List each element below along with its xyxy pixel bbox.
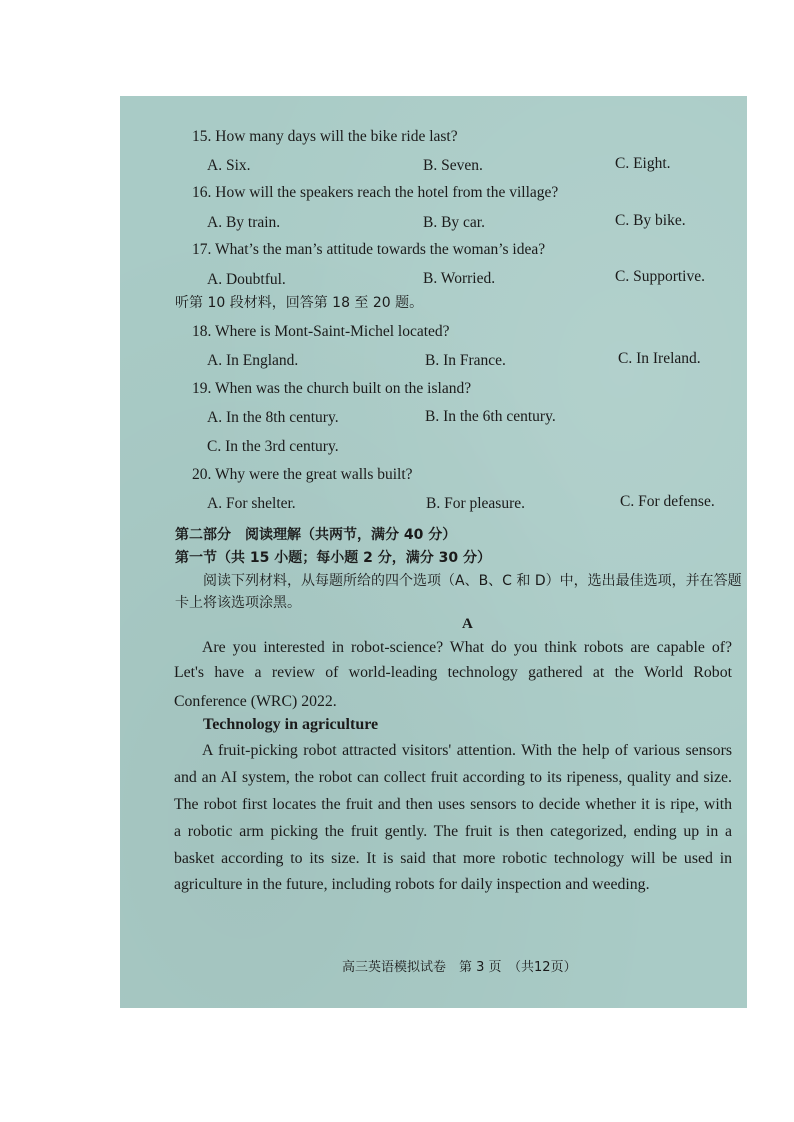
passage-intro-line: Are you interested in robot-science? What do you think robots are capable of? (202, 639, 732, 656)
option-b: B. Seven. (423, 157, 483, 174)
option-b: B. Worried. (423, 270, 496, 287)
option-b: B. For pleasure. (426, 495, 526, 512)
option-a: A. In England. (207, 352, 299, 369)
exam-page (120, 96, 747, 1008)
option-c: C. By bike. (615, 212, 686, 229)
section-heading: 第一节（共 15 小题；每小题 2 分，满分 30 分） (175, 550, 491, 566)
passage-letter: A (462, 616, 473, 632)
question-stem: 15. How many days will the bike ride last? (192, 128, 458, 145)
page-footer: 高三英语模拟试卷 第 3 页 （共12页） (342, 960, 577, 975)
passage-body-line: agriculture in the future, including robots for daily inspection and weeding. (174, 876, 650, 893)
option-c: C. In Ireland. (618, 350, 701, 367)
option-c: C. Supportive. (615, 268, 705, 285)
option-b: B. By car. (423, 214, 485, 231)
passage-body-line: a robotic arm picking the fruit gently. The fruit is then categorized, ending up in a (174, 823, 732, 840)
directions-line: 阅读下列材料，从每题所给的四个选项（A、B、C 和 D）中，选出最佳选项，并在答题 (203, 573, 742, 589)
passage-intro-line: Conference (WRC) 2022. (174, 693, 337, 710)
option-b: B. In the 6th century. (425, 408, 556, 425)
passage-section-title: Technology in agriculture (203, 716, 379, 733)
passage-intro-line: Let's have a review of world-leading technology gathered at the World Robot (174, 664, 732, 681)
option-c: C. Eight. (615, 155, 671, 172)
passage-body-line: basket according to its size. It is said that more robotic technology will be used in (174, 850, 732, 867)
option-a: A. By train. (207, 214, 281, 231)
question-stem: 18. Where is Mont-Saint-Michel located? (192, 323, 450, 340)
passage-body-line: and an AI system, the robot can collect fruit according to its ripeness, quality and size. (174, 769, 732, 786)
option-a: A. Doubtful. (207, 271, 286, 288)
directions-line: 卡上将该选项涂黑。 (175, 595, 301, 611)
option-b: B. In France. (425, 352, 506, 369)
passage-body-line: A fruit-picking robot attracted visitors' attention. With the help of various sensors (202, 742, 732, 759)
option-c: C. In the 3rd century. (207, 438, 339, 455)
option-a: A. In the 8th century. (207, 409, 339, 426)
option-a: A. For shelter. (207, 495, 296, 512)
passage-body-line: The robot first locates the fruit and then uses sensors to decide whether it is ripe, with (174, 796, 732, 813)
question-stem: 20. Why were the great walls built? (192, 466, 413, 483)
option-a: A. Six. (207, 157, 251, 174)
question-stem: 16. How will the speakers reach the hotel from the village? (192, 184, 559, 201)
question-stem: 17. What’s the man’s attitude towards the woman’s idea? (192, 241, 546, 258)
part-heading: 第二部分 阅读理解（共两节，满分 40 分） (175, 527, 457, 543)
question-stem: 19. When was the church built on the island? (192, 380, 472, 397)
option-c: C. For defense. (620, 493, 715, 510)
listening-instruction: 听第 10 段材料，回答第 18 至 20 题。 (175, 295, 424, 311)
